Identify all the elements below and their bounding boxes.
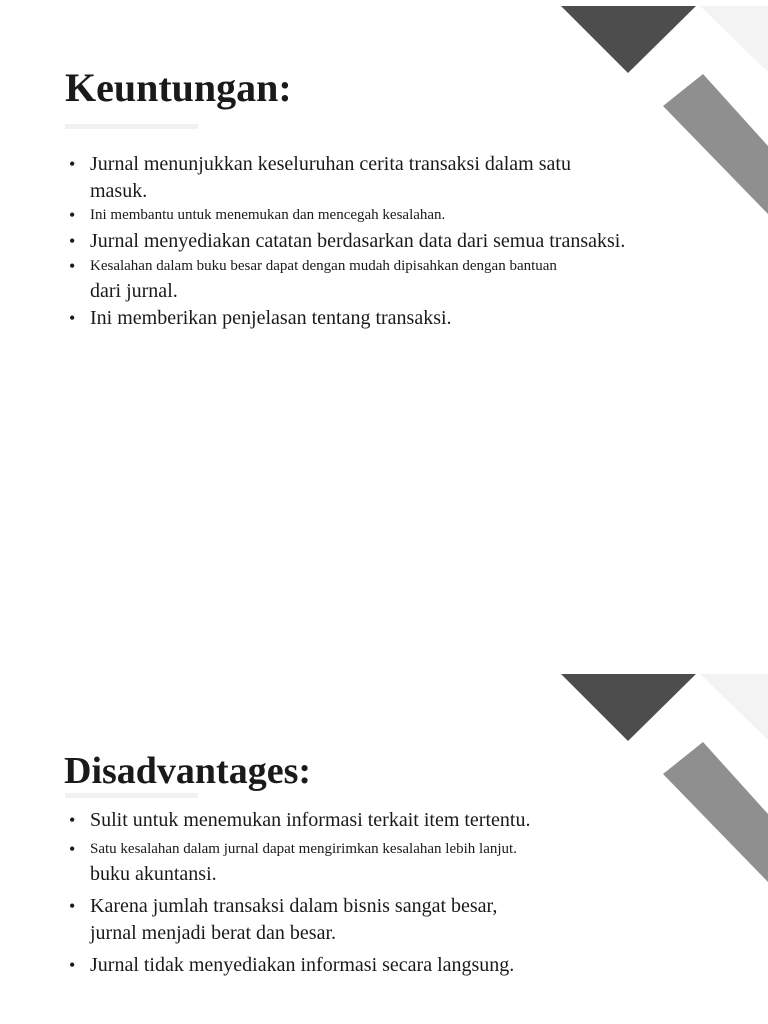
bullet-line: • Jurnal tidak menyediakan informasi secara langsung. — [90, 954, 515, 976]
list-item — [66, 228, 686, 255]
bullet-line: • Jurnal menunjukkan keseluruhan cerita transaksi dalam satu — [90, 153, 571, 175]
title-underline — [65, 124, 198, 129]
list-item — [66, 893, 686, 947]
slide-disadvantages — [0, 668, 768, 1024]
list-item — [66, 204, 686, 226]
light-corner-shape — [700, 674, 768, 740]
list-item — [66, 305, 686, 332]
bullet-list — [66, 807, 686, 979]
list-item — [66, 151, 686, 205]
dark-triangle-shape — [561, 6, 696, 73]
bullet-line: • Sulit untuk menemukan informasi terkait item tertentu. — [90, 809, 531, 831]
bullet-line: masuk. — [90, 180, 148, 202]
bullet-line: buku akuntansi. — [90, 863, 217, 885]
dark-triangle-shape — [561, 674, 696, 741]
title-underline — [65, 793, 198, 798]
list-item — [66, 952, 686, 979]
list-item — [66, 807, 686, 834]
list-item — [66, 838, 686, 888]
bullet-line: dari jurnal. — [90, 280, 178, 302]
bullet-line: • Satu kesalahan dalam jurnal dapat mengirimkan kesalahan lebih lanjut. — [90, 841, 517, 857]
bullet-line: • Ini memberikan penjelasan tentang transaksi. — [90, 307, 452, 329]
bullet-line: • Ini membantu untuk menemukan dan mencegah kesalahan. — [90, 207, 446, 223]
slide-title: Disadvantages: — [64, 750, 312, 792]
bullet-line: jurnal menjadi berat dan besar. — [90, 922, 337, 944]
light-corner-shape — [700, 6, 768, 72]
slide-title: Keuntungan: — [65, 65, 292, 110]
slide-keuntungan — [0, 0, 768, 500]
list-item — [66, 255, 686, 305]
bullet-line: • Kesalahan dalam buku besar dapat dengan mudah dipisahkan dengan bantuan — [90, 258, 557, 274]
bullet-line: • Karena jumlah transaksi dalam bisnis sangat besar, — [90, 895, 498, 917]
bullet-line: • Jurnal menyediakan catatan berdasarkan data dari semua transaksi. — [90, 230, 626, 252]
bullet-list — [66, 151, 686, 332]
